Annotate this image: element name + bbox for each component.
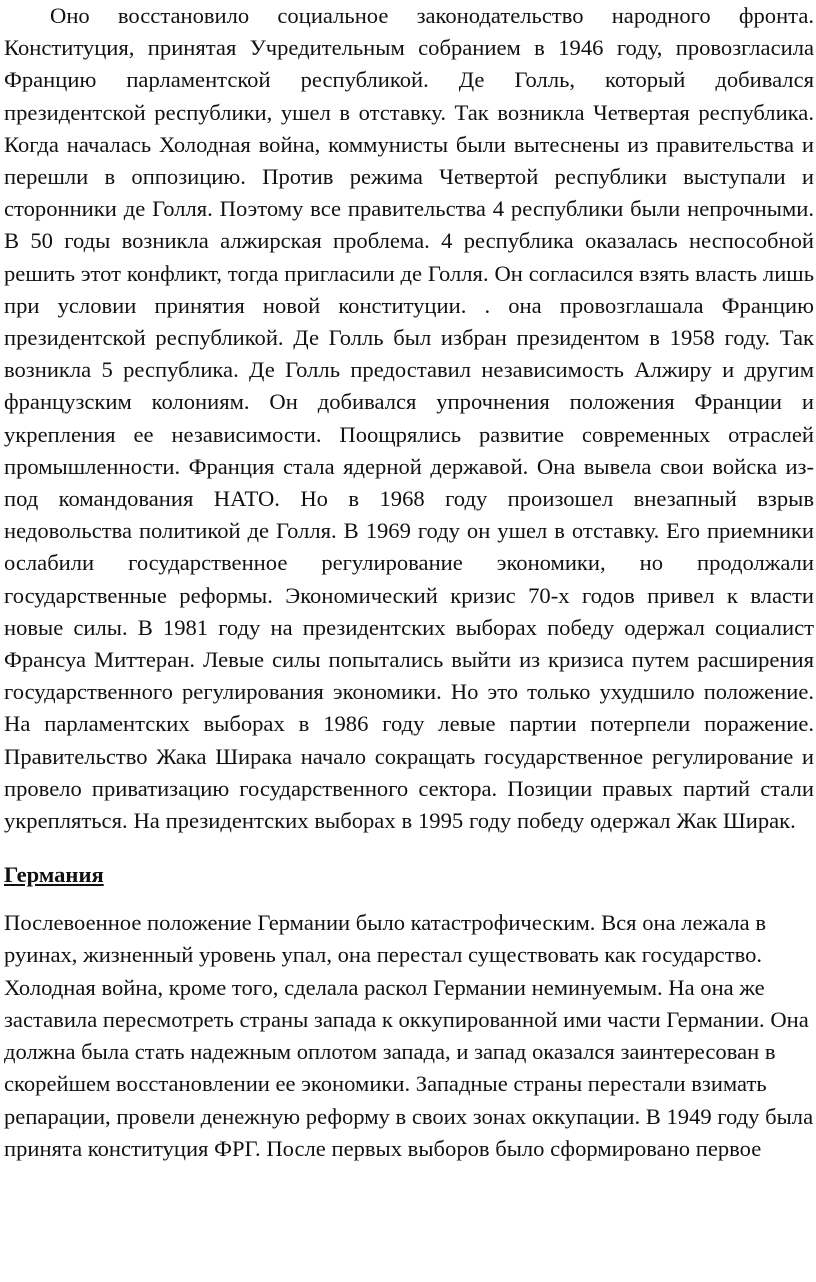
germany-paragraph: Послевоенное положение Германии было катастрофическим. Вся она лежала в руинах, жизненный уровень упал, она перестал существовать как государство. Холодная война, кроме того, сделала раскол Германии неминуемым. На она же заставила пересмотреть страны запада к оккупированной ими части Германии. Она должна была стать надежным оплотом запада, и запад оказался заинтересован в скорейшем восстановлении ее экономики. Западные страны перестали взимать репарации, провели денежную реформу в своих зонах оккупации. В 1949 году была принята конституция ФРГ. После первых выборов было сформировано первое (4, 910, 814, 1161)
france-paragraph: Оно восстановило социальное законодательство народного фронта. Конституция, принятая Учредительным собранием в 1946 году, провозгласила Францию парламентской республикой. Де Голль, который добивался президентской республики, ушел в отставку. Так возникла Четвертая республика. Когда началась Холодная война, коммунисты были вытеснены из правительства и перешли в оппозицию. Против режима Четвертой республики выступали и сторонники де Голля. Поэтому все правительства 4 республики были непрочными. В 50 годы возникла алжирская проблема. 4 республика оказалась неспособной решить этот конфликт, тогда пригласили де Голля. Он согласился взять власть лишь при условии принятия новой конституции. . она провозглашала Францию президентской республикой. Де Голль был избран президентом в 1958 году. Так возникла 5 республика. Де Голль предоставил независимость Алжиру и другим французским колониям. Он добивался упрочнения положения Франции и укрепления ее независимости. Поощрялись развитие современных отраслей промышленности. Франция стала ядерной державой. Она вывела свои войска из-под командования НАТО. Но в 1968 году произошел внезапный взрыв недовольства политикой де Голля. В 1969 году он ушел в отставку. Его приемники ослабили государственное регулирование экономики, но продолжали государственные реформы. Экономический кризис 70-х годов привел к власти новые силы. В 1981 году на президентских выборах победу одержал социалист Франсуа Миттеран. Левые силы попытались выйти из кризиса путем расширения государственного регулирования экономики. Но это только ухудшило положение. На парламентских выборах в 1986 году левые партии потерпели поражение. Правительство Жака Ширака начало сокращать государственное регулирование и провело приватизацию государственного сектора. Позиции правых партий стали укрепляться. На президентских выборах в 1995 году победу одержал Жак Ширак. (4, 3, 814, 834)
section-heading-germany: Германия (4, 862, 104, 888)
